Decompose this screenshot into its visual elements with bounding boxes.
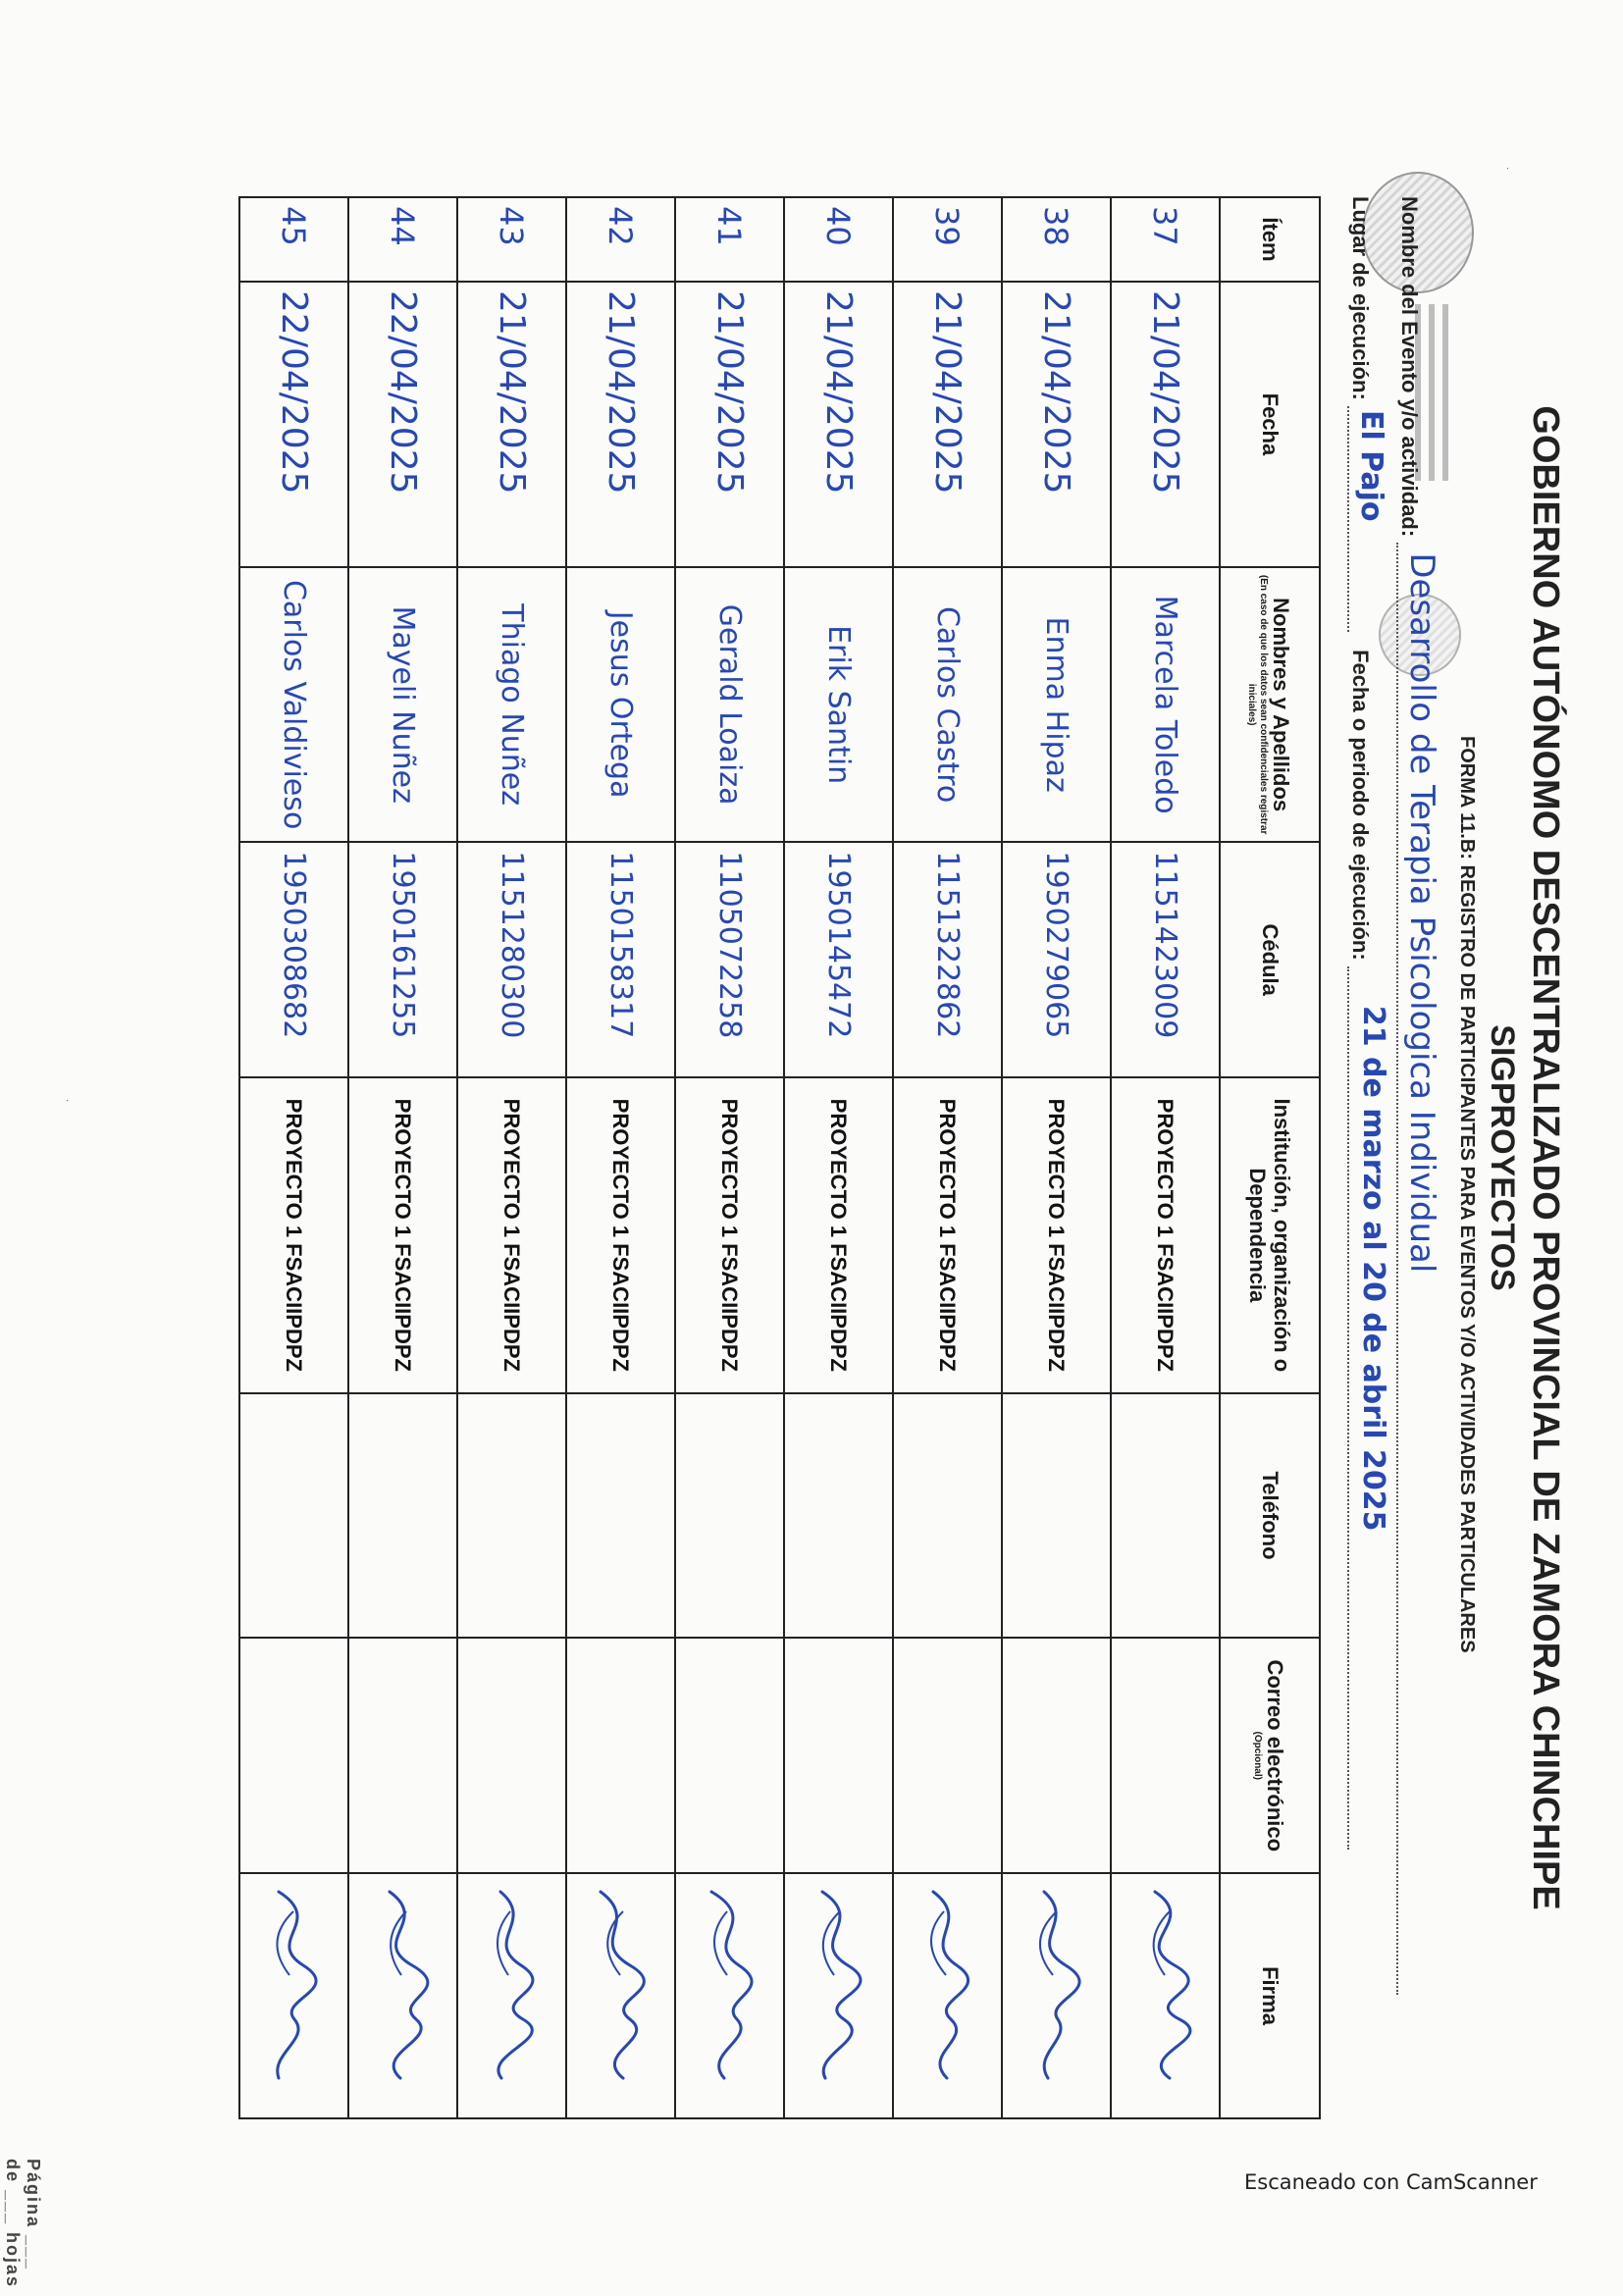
row-telefono <box>784 1393 893 1639</box>
header-telefono: Teléfono <box>1220 1393 1320 1639</box>
table-row <box>457 197 566 2118</box>
header-nombres-note: (En caso de que los datos sean confidenciales registrar iniciales) <box>1246 574 1269 835</box>
header-correo <box>1220 1638 1320 1873</box>
signature-icon <box>577 1882 665 2088</box>
row-correo <box>457 1638 566 1873</box>
header-nombres-label: Nombres y Apellidos <box>1269 598 1294 812</box>
table-row <box>566 197 675 2118</box>
row-institucion: PROYECTO 1 FSACIIPDPZ <box>1111 1077 1220 1393</box>
header-firma: Firma <box>1220 1873 1320 2118</box>
row-institucion: PROYECTO 1 FSACIIPDPZ <box>457 1077 566 1393</box>
row-nombre: Carlos Valdivieso <box>239 567 348 843</box>
lugar-fecha-row <box>1347 196 1390 1850</box>
institution-title: GOBIERNO AUTÓNOMO DESCENTRALIZADO PROVINCIAL DE ZAMORA CHINCHIPE <box>1525 405 1566 1910</box>
row-institucion: PROYECTO 1 FSACIIPDPZ <box>566 1077 675 1393</box>
row-institucion: PROYECTO 1 FSACIIPDPZ <box>675 1077 784 1393</box>
row-telefono <box>348 1393 457 1639</box>
participants-table <box>238 196 1321 2119</box>
camscanner-watermark: Escaneado con CamScanner <box>1244 2170 1538 2194</box>
row-firma <box>784 1873 893 2118</box>
row-nombre: Carlos Castro <box>893 567 1002 843</box>
row-firma <box>893 1873 1002 2118</box>
row-fecha: 21/04/2025 <box>893 282 1002 567</box>
form-title: FORMA 11.B: REGISTRO DE PARTICIPANTES PARA EVENTOS Y/O ACTIVIDADES PARTICULARES <box>1456 736 1478 1653</box>
row-institucion: PROYECTO 1 FSACIIPDPZ <box>893 1077 1002 1393</box>
row-item: 41 <box>675 197 784 282</box>
row-item: 43 <box>457 197 566 282</box>
row-fecha: 22/04/2025 <box>239 282 348 567</box>
row-fecha: 21/04/2025 <box>784 282 893 567</box>
evento-value: Desarrollo de Terapia Psicologica Individual <box>1402 552 1441 1274</box>
fecha-periodo-label: Fecha o periodo de ejecución: <box>1348 650 1373 961</box>
row-item: 44 <box>348 197 457 282</box>
row-correo <box>675 1638 784 1873</box>
row-firma <box>1111 1873 1220 2118</box>
header-correo-note: (Opcional) <box>1252 1731 1264 1780</box>
row-fecha: 21/04/2025 <box>1111 282 1220 567</box>
row-correo <box>239 1638 348 1873</box>
corner-mark: · <box>1502 167 1513 171</box>
signature-icon <box>1013 1882 1101 2088</box>
row-item: 45 <box>239 197 348 282</box>
row-nombre: Jesus Ortega <box>566 567 675 843</box>
evento-row <box>1396 196 1441 1995</box>
row-firma <box>239 1873 348 2118</box>
row-correo <box>1002 1638 1111 1873</box>
signature-icon <box>686 1882 774 2088</box>
row-telefono <box>239 1393 348 1639</box>
row-correo <box>348 1638 457 1873</box>
row-correo <box>893 1638 1002 1873</box>
row-cedula: 1950279065 <box>1002 842 1111 1077</box>
table-row <box>239 197 348 2118</box>
row-institucion: PROYECTO 1 FSACIIPDPZ <box>1002 1077 1111 1393</box>
row-nombre: Enma Hipaz <box>1002 567 1111 843</box>
row-fecha: 21/04/2025 <box>675 282 784 567</box>
row-fecha: 21/04/2025 <box>566 282 675 567</box>
table-row <box>893 197 1002 2118</box>
lugar-dotted-line <box>1347 406 1388 632</box>
lugar-value: El Pajo <box>1354 409 1388 522</box>
table-row <box>784 197 893 2118</box>
row-firma <box>348 1873 457 2118</box>
row-institucion: PROYECTO 1 FSACIIPDPZ <box>348 1077 457 1393</box>
header-fecha: Fecha <box>1220 282 1320 567</box>
table-header-row <box>1220 197 1320 2118</box>
table-row <box>1111 197 1220 2118</box>
row-item: 37 <box>1111 197 1220 282</box>
table-row <box>675 197 784 2118</box>
row-item: 38 <box>1002 197 1111 282</box>
header-cedula: Cédula <box>1220 842 1320 1077</box>
fecha-periodo-value: 21 de marzo al 20 de abril 2025 <box>1356 1005 1390 1532</box>
row-telefono <box>1111 1393 1220 1639</box>
signature-icon <box>359 1882 447 2088</box>
header-correo-label: Correo electrónico <box>1263 1659 1288 1852</box>
row-cedula: 1151322862 <box>893 842 1002 1077</box>
row-nombre: Mayeli Nuñez <box>348 567 457 843</box>
row-telefono <box>893 1393 1002 1639</box>
row-cedula: 1950308682 <box>239 842 348 1077</box>
header-institucion: Institución, organización o Dependencia <box>1220 1077 1320 1393</box>
row-fecha: 21/04/2025 <box>1002 282 1111 567</box>
header-nombres <box>1220 567 1320 843</box>
row-cedula: 1150158317 <box>566 842 675 1077</box>
lugar-label: Lugar de ejecución: <box>1348 196 1373 400</box>
row-firma <box>566 1873 675 2118</box>
table-row <box>1002 197 1111 2118</box>
table-body <box>239 197 1220 2118</box>
row-firma <box>675 1873 784 2118</box>
evento-dotted-line <box>1396 543 1441 1995</box>
header-item: Ítem <box>1220 197 1320 282</box>
row-telefono <box>675 1393 784 1639</box>
row-fecha: 21/04/2025 <box>457 282 566 567</box>
row-correo <box>1111 1638 1220 1873</box>
row-item: 40 <box>784 197 893 282</box>
row-nombre: Marcela Toledo <box>1111 567 1220 843</box>
row-firma <box>457 1873 566 2118</box>
row-cedula: 1950145472 <box>784 842 893 1077</box>
signature-icon <box>1122 1882 1210 2088</box>
row-institucion: PROYECTO 1 FSACIIPDPZ <box>784 1077 893 1393</box>
evento-label: Nombre del Evento y/o actividad: <box>1397 196 1422 538</box>
signature-icon <box>795 1882 883 2088</box>
page-count: Página ___ de ___ hojas <box>3 2159 43 2289</box>
row-telefono <box>457 1393 566 1639</box>
row-cedula: 1105072258 <box>675 842 784 1077</box>
row-institucion: PROYECTO 1 FSACIIPDPZ <box>239 1077 348 1393</box>
row-item: 42 <box>566 197 675 282</box>
row-nombre: Erik Santin <box>784 567 893 843</box>
system-title: SIGPROYECTOS <box>1484 1024 1521 1291</box>
row-firma <box>1002 1873 1111 2118</box>
row-correo <box>784 1638 893 1873</box>
row-fecha: 22/04/2025 <box>348 282 457 567</box>
row-cedula: 1950161255 <box>348 842 457 1077</box>
fecha-periodo-dotted-line <box>1347 966 1390 1850</box>
row-nombre: Gerald Loaiza <box>675 567 784 843</box>
table-row <box>348 197 457 2118</box>
row-item: 39 <box>893 197 1002 282</box>
scan-speck: · <box>62 1099 73 1103</box>
row-nombre: Thiago Nuñez <box>457 567 566 843</box>
row-telefono <box>566 1393 675 1639</box>
row-telefono <box>1002 1393 1111 1639</box>
signature-icon <box>904 1882 992 2088</box>
signature-icon <box>468 1882 556 2088</box>
row-cedula: 1151423009 <box>1111 842 1220 1077</box>
row-cedula: 1151280300 <box>457 842 566 1077</box>
signature-icon <box>250 1882 339 2088</box>
row-correo <box>566 1638 675 1873</box>
